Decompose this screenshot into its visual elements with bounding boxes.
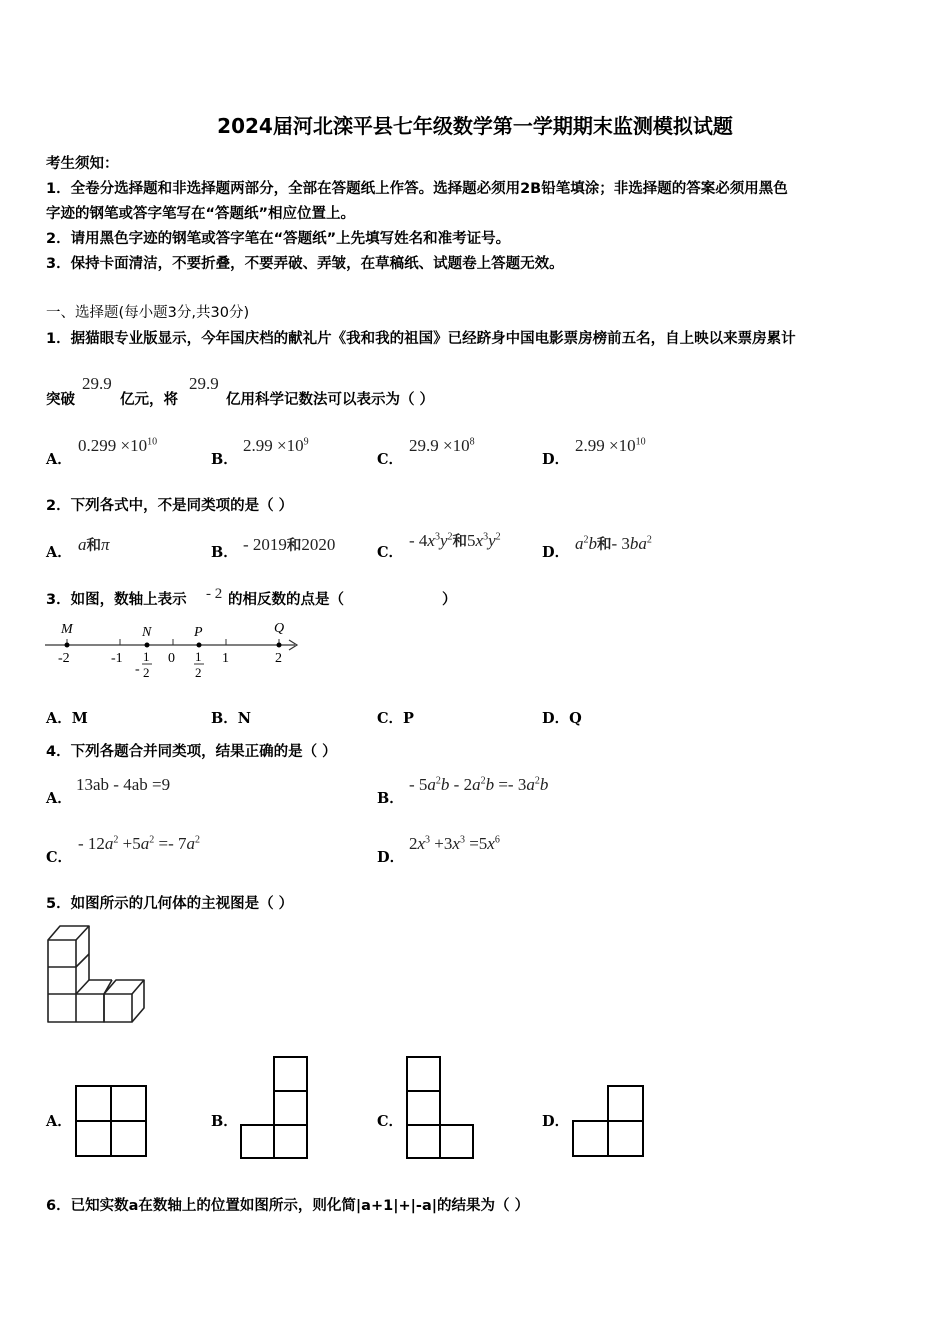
q4-stem: 4．下列各题合并同类项，结果正确的是（ ） — [46, 744, 337, 760]
q2-option-c-label[interactable]: C． — [377, 544, 404, 561]
q1-p1: 突破 — [46, 392, 75, 408]
half-numerator: 1 — [195, 649, 202, 664]
q1-option-c[interactable]: $29.9 \times 10^8$ — [409, 436, 475, 455]
square — [76, 1121, 111, 1156]
section-heading: 一、选择题(每小题3分,共30分) — [46, 305, 250, 321]
q4-option-c-label[interactable]: C． — [46, 849, 73, 866]
q4-option-a[interactable]: 13ab - 4ab =9 — [76, 775, 171, 794]
square — [274, 1091, 307, 1125]
half-numerator: 1 — [143, 649, 150, 664]
q3-option-b[interactable]: B．N — [211, 710, 252, 727]
point-n-label: N — [142, 625, 152, 640]
point-m-dot — [65, 643, 70, 648]
neg-sign: - — [135, 662, 140, 677]
q1-option-a[interactable]: $0.299 \times 10^{10}$ — [78, 436, 158, 455]
top-face — [48, 926, 89, 940]
q5-option-c-label[interactable]: C． — [377, 1113, 404, 1130]
point-p-dot — [197, 643, 202, 648]
q1-option-b-label[interactable]: B． — [211, 451, 238, 468]
q4-option-d[interactable]: $2x^3 +3x^3 =5x^6$ — [409, 834, 500, 853]
q3-stem-c: ） — [442, 592, 457, 608]
right-cube-front — [104, 994, 132, 1022]
q1-option-a-label[interactable]: A． — [46, 451, 72, 468]
q2-option-b-label[interactable]: B． — [211, 544, 238, 561]
square — [111, 1086, 146, 1121]
q5-option-d-figure[interactable] — [572, 1085, 646, 1159]
q2-option-d[interactable]: $a^2b$和- $3ba^2$ — [575, 534, 652, 553]
q1-value-1: 29.9 — [82, 374, 112, 393]
square — [440, 1125, 473, 1158]
square — [241, 1125, 274, 1158]
tick-label: -2 — [58, 651, 70, 666]
square — [407, 1125, 440, 1158]
q1-option-d[interactable]: $2.99 \times 10^{10}$ — [575, 436, 646, 455]
q3-stem-value: - 2 — [206, 586, 223, 602]
q2-option-c[interactable]: - $4x^3y^2$和$5x^3y^2$ — [409, 531, 501, 550]
point-n-dot — [145, 643, 150, 648]
half-denominator: 2 — [143, 665, 150, 680]
notice-line-1b: 字迹的钢笔或答字笔写在“答题纸”相应位置上。 — [46, 206, 356, 222]
point-q-label: Q — [274, 621, 285, 636]
page-title: 2024届河北滦平县七年级数学第一学期期末监测模拟试题 — [217, 114, 733, 138]
tick-label: 0 — [168, 651, 175, 666]
tick-label: 1 — [222, 651, 229, 666]
q1-p3: 亿用科学记数法可以表示为（ ） — [226, 392, 435, 408]
q5-option-a-figure[interactable] — [75, 1085, 149, 1159]
square — [111, 1121, 146, 1156]
notice-line-1a: 1．全卷分选择题和非选择题两部分，全部在答题纸上作答。选择题必须用2B铅笔填涂；非选择题的答案必须用黑色 — [46, 181, 788, 197]
q5-stem: 5．如图所示的几何体的主视图是（ ） — [46, 896, 294, 912]
point-p-label: P — [194, 625, 203, 640]
square — [608, 1086, 643, 1121]
q5-option-c-figure[interactable] — [406, 1056, 480, 1160]
square — [608, 1121, 643, 1156]
q3-stem-a: 3．如图，数轴上表示 — [46, 592, 187, 608]
q1-line1: 1．据猫眼专业版显示，今年国庆档的献礼片《我和我的祖国》已经跻身中国电影票房榜前五名，自上映以来票房累计 — [46, 331, 796, 347]
point-m-label: M — [61, 622, 73, 637]
q1-option-b[interactable]: $2.99 \times 10^9$ — [243, 436, 309, 455]
q4-option-b-label[interactable]: B． — [377, 790, 404, 807]
q2-option-a[interactable]: a和π — [78, 535, 110, 554]
square — [274, 1057, 307, 1091]
q1-value-2: 29.9 — [189, 374, 219, 393]
q2-option-a-label[interactable]: A． — [46, 544, 72, 561]
notice-line-3: 3．保持卡面清洁，不要折叠，不要弄破、弄皱，在草稿纸、试题卷上答题无效。 — [46, 256, 564, 272]
q4-option-d-label[interactable]: D． — [377, 849, 405, 866]
q6-stem: 6．已知实数a在数轴上的位置如图所示，则化简|a+1|+|-a|的结果为（ ） — [46, 1198, 530, 1214]
square — [573, 1121, 608, 1156]
square — [274, 1125, 307, 1158]
q2-option-b[interactable]: - 2019和2020 — [243, 535, 336, 554]
q2-stem: 2．下列各式中，不是同类项的是（ ） — [46, 498, 294, 514]
solid-figure — [44, 922, 144, 1028]
notice-heading: 考生须知： — [46, 156, 119, 172]
edge — [76, 954, 89, 967]
square — [76, 1086, 111, 1121]
q1-option-c-label[interactable]: C． — [377, 451, 404, 468]
point-q-dot — [277, 643, 282, 648]
edge — [76, 980, 89, 994]
q3-option-c[interactable]: C．P — [377, 710, 414, 727]
square — [407, 1091, 440, 1125]
tick-label: 2 — [275, 651, 282, 666]
q5-option-b-label[interactable]: B． — [211, 1113, 238, 1130]
q5-option-d-label[interactable]: D． — [542, 1113, 570, 1130]
q2-option-d-label[interactable]: D． — [542, 544, 570, 561]
q3-option-a[interactable]: A．M — [46, 710, 88, 727]
half-denominator: 2 — [195, 665, 202, 680]
q4-option-a-label[interactable]: A． — [46, 790, 72, 807]
notice-line-2: 2．请用黑色字迹的钢笔或答字笔在“答题纸”上先填写姓名和准考证号。 — [46, 231, 511, 247]
q1-option-d-label[interactable]: D． — [542, 451, 570, 468]
q1-p2: 亿元，将 — [120, 392, 178, 408]
q5-option-a-label[interactable]: A． — [46, 1113, 72, 1130]
number-line-figure — [40, 615, 310, 685]
q4-option-b[interactable]: - $5a^2b - 2a^2b =- 3a^2b$ — [409, 775, 549, 794]
q3-stem-b: 的相反数的点是（ — [228, 592, 344, 608]
q3-option-d[interactable]: D．Q — [542, 710, 582, 727]
q4-option-c[interactable]: - $12a^2 +5a^2 =- 7a^2$ — [78, 834, 201, 853]
q5-option-b-figure[interactable] — [240, 1056, 314, 1160]
tick-label: -1 — [111, 651, 123, 666]
square — [407, 1057, 440, 1091]
